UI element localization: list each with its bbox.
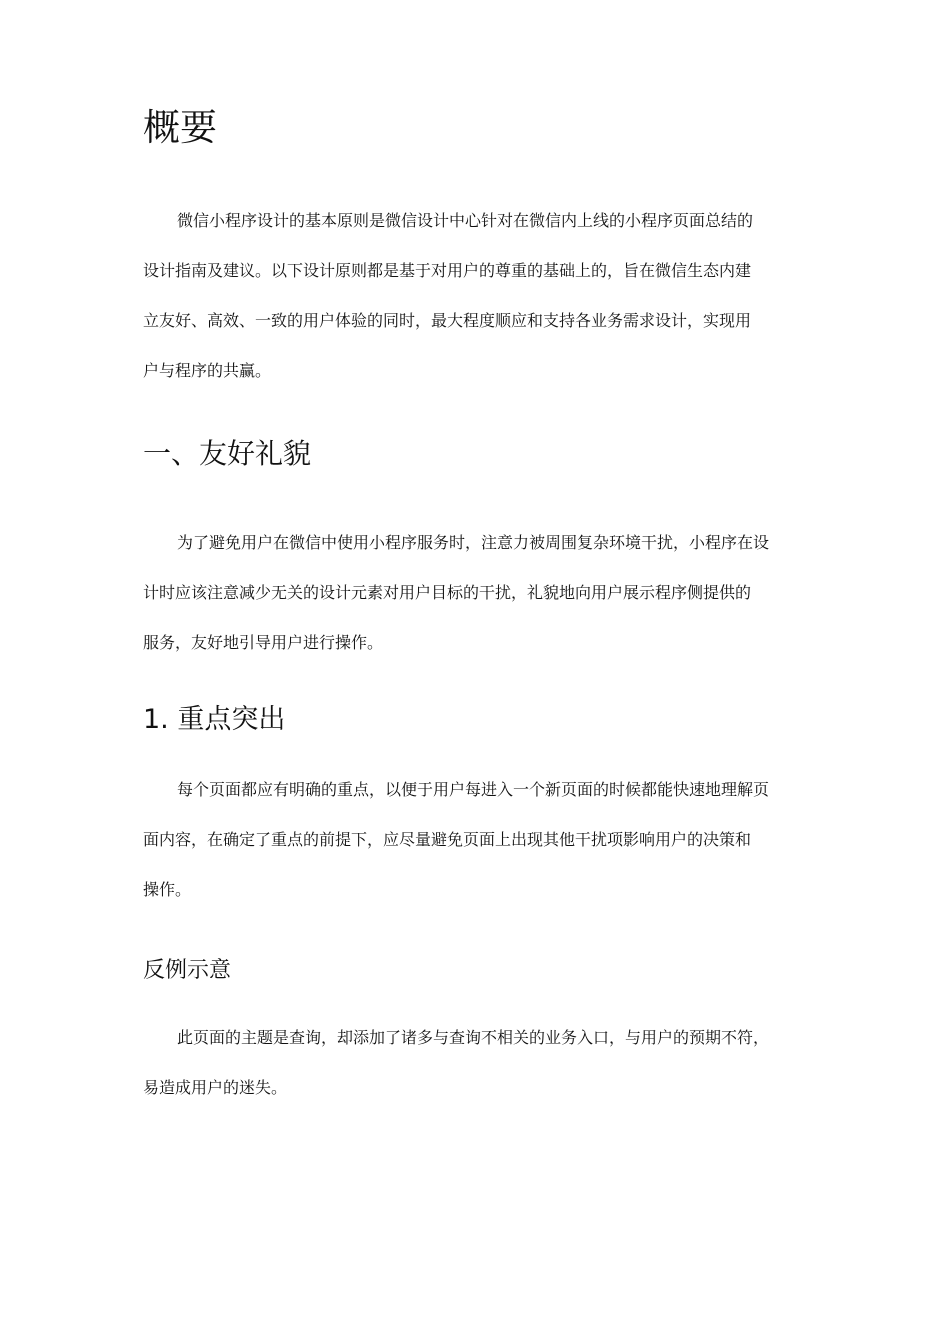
intro-line: 立友好、高效、一致的用户体验的同时，最大程度顺应和支持各业务需求设计，实现用 bbox=[143, 311, 752, 330]
paragraph-line: 每个页面都应有明确的重点，以便于用户每进入一个新页面的时候都能快速地理解页 bbox=[177, 780, 770, 799]
paragraph-line: 服务，友好地引导用户进行操作。 bbox=[143, 633, 384, 652]
paragraph-line: 为了避免用户在微信中使用小程序服务时，注意力被周围复杂环境干扰，小程序在设 bbox=[177, 533, 770, 552]
subsection-heading-focus: 1. 重点突出 bbox=[143, 704, 286, 735]
counterexample-heading: 反例示意 bbox=[143, 958, 232, 983]
paragraph-line: 此页面的主题是查询，却添加了诸多与查询不相关的业务入口，与用户的预期不符， bbox=[177, 1028, 770, 1047]
paragraph-line: 易造成用户的迷失。 bbox=[143, 1078, 288, 1097]
intro-line: 户与程序的共赢。 bbox=[143, 361, 272, 380]
subsection-paragraph-focus bbox=[143, 775, 815, 925]
section-heading-friendly: 一、友好礼貌 bbox=[143, 437, 312, 470]
intro-paragraph bbox=[143, 206, 815, 406]
intro-line: 微信小程序设计的基本原则是微信设计中心针对在微信内上线的小程序页面总结的 bbox=[177, 211, 754, 230]
paragraph-line: 面内容，在确定了重点的前提下，应尽量避免页面上出现其他干扰项影响用户的决策和 bbox=[143, 830, 752, 849]
paragraph-line: 计时应该注意减少无关的设计元素对用户目标的干扰，礼貌地向用户展示程序侧提供的 bbox=[143, 583, 752, 602]
paragraph-line: 操作。 bbox=[143, 880, 192, 899]
section-paragraph-friendly bbox=[143, 528, 815, 678]
page-title: 概要 bbox=[143, 106, 217, 149]
counterexample-paragraph bbox=[143, 1023, 815, 1123]
intro-line: 设计指南及建议。以下设计原则都是基于对用户的尊重的基础上的，旨在微信生态内建 bbox=[143, 261, 752, 280]
